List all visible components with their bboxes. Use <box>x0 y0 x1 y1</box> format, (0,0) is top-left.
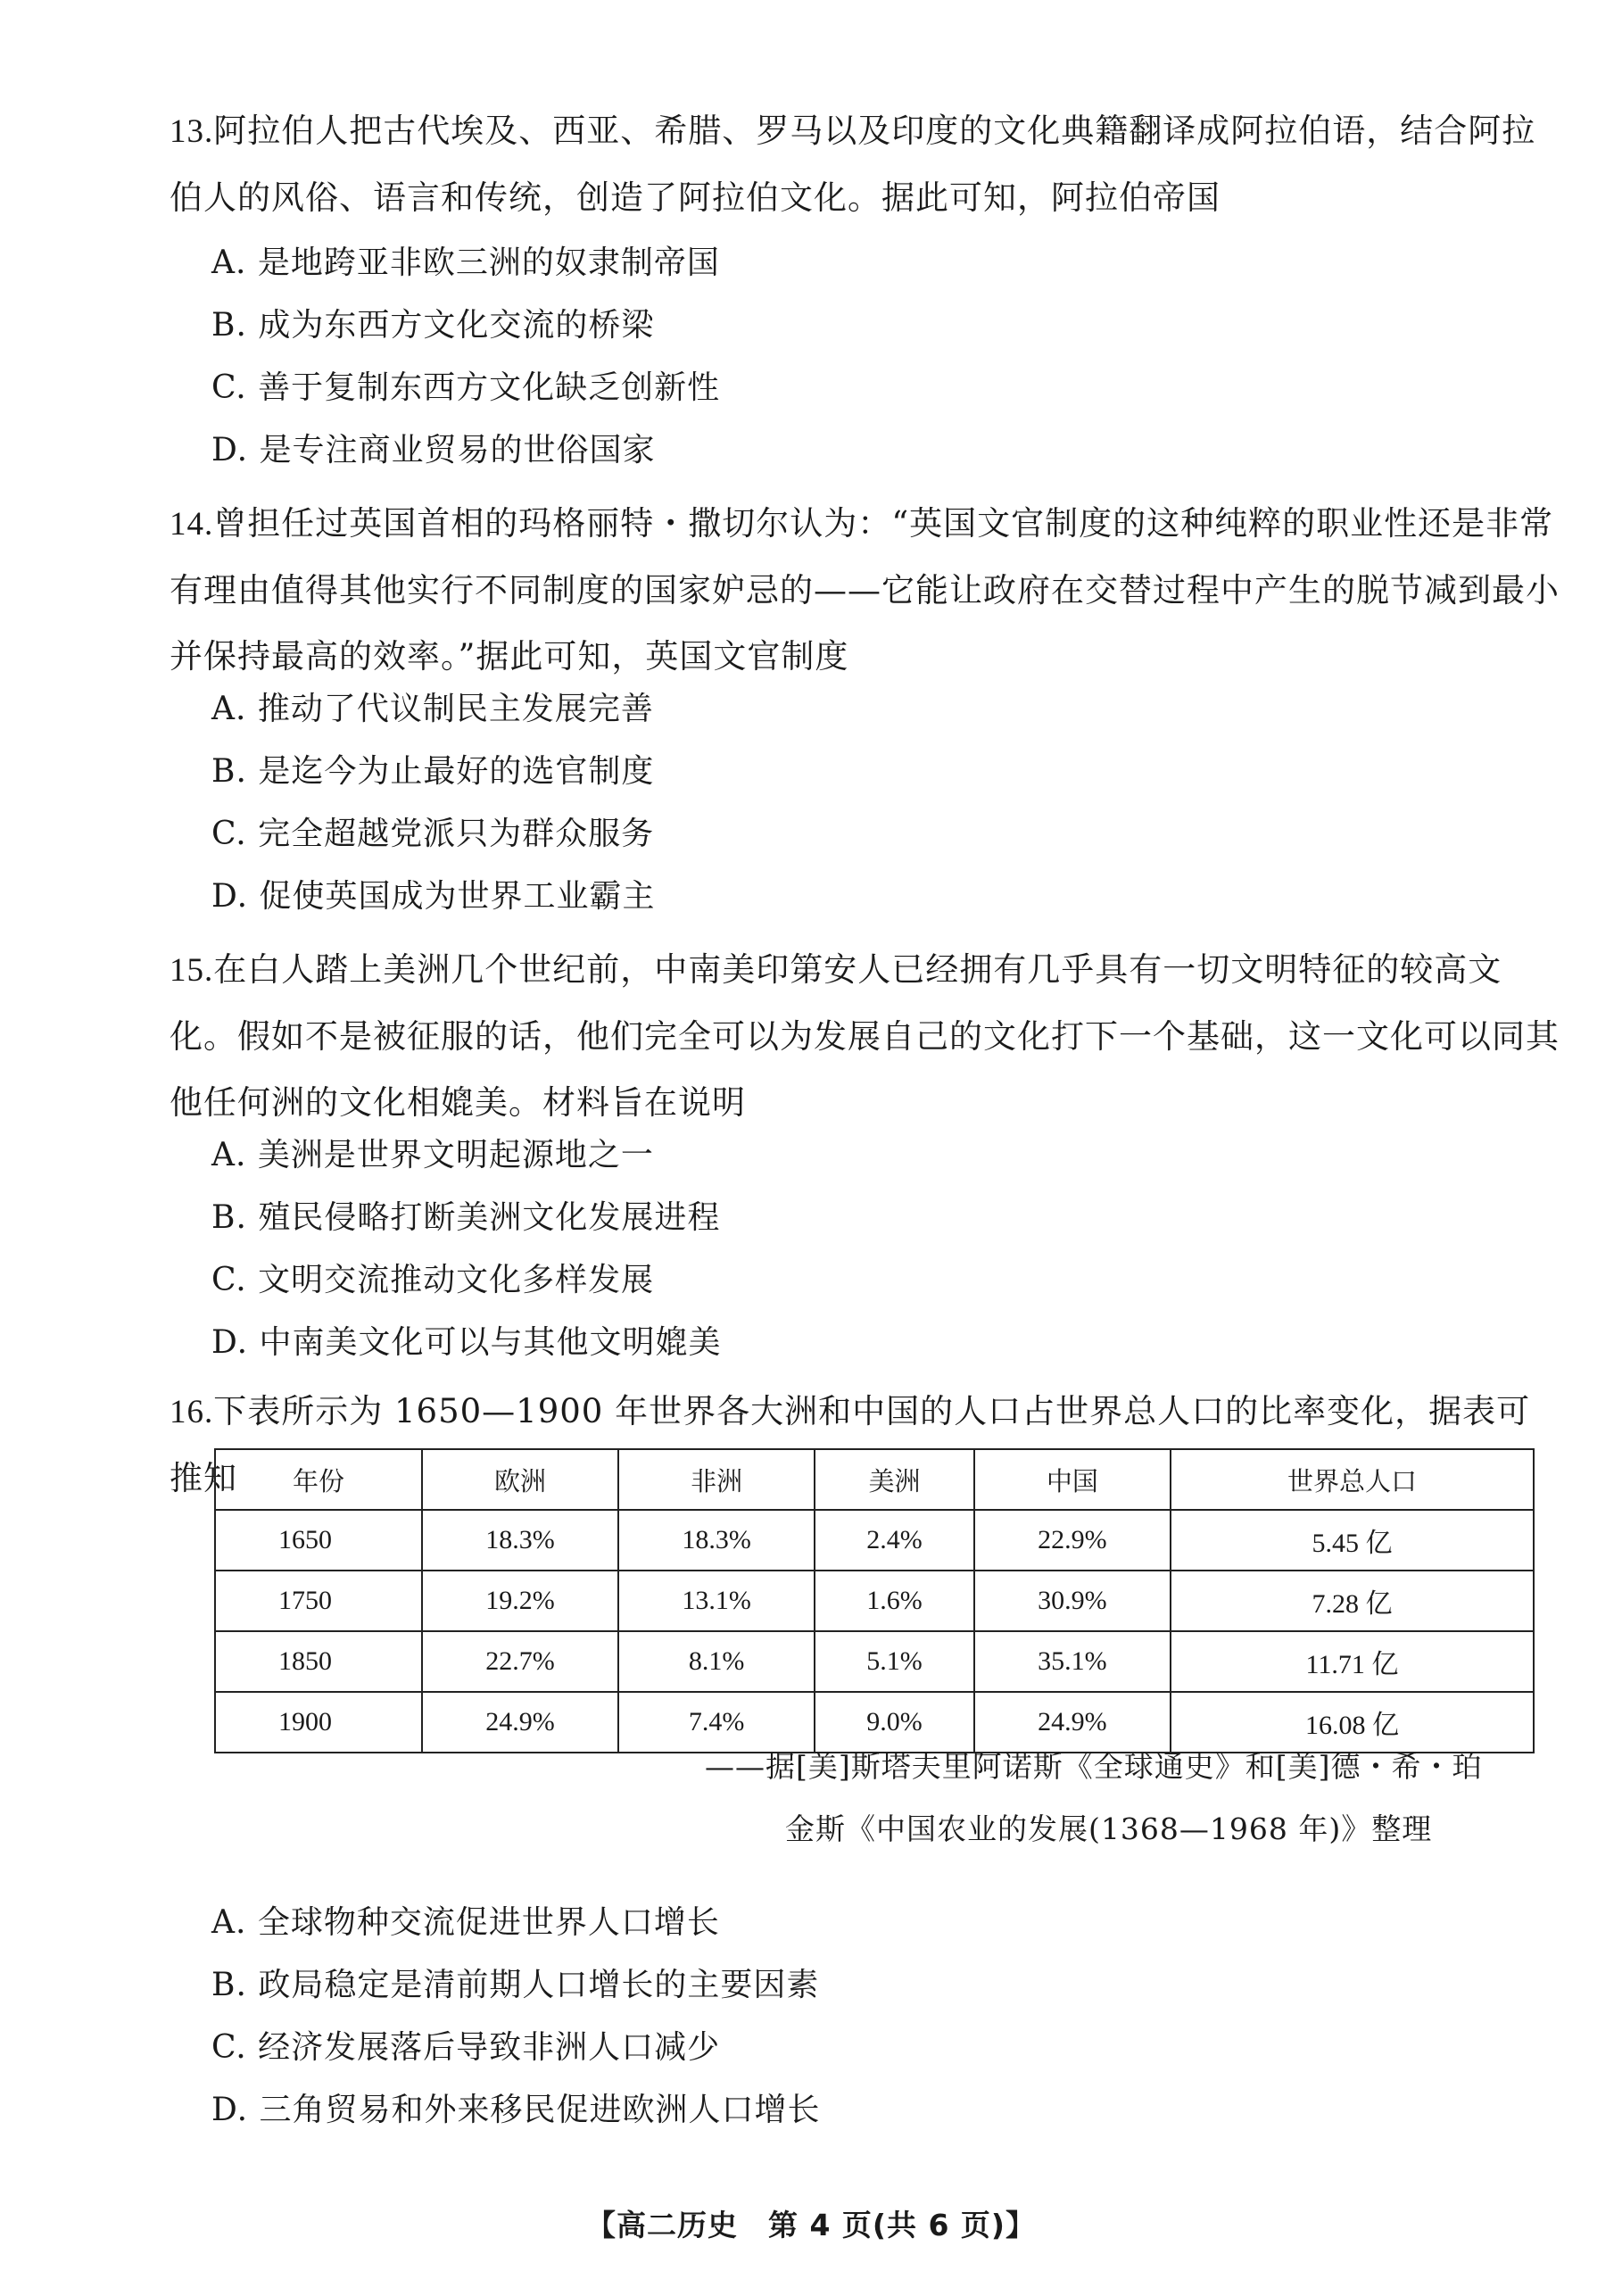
table-source-line-2: 金斯《中国农业的发展(1368—1968 年)》整理 <box>785 1811 1433 1846</box>
question-number: 13. <box>170 113 214 150</box>
table-cell: 7.4% <box>618 1692 815 1753</box>
table-row <box>215 1571 1534 1631</box>
question-14-stem <box>170 491 1561 690</box>
question-13-option-d[interactable]: D. 是专注商业贸易的世俗国家 <box>211 432 656 468</box>
table-row <box>215 1631 1534 1692</box>
question-13-option-a[interactable]: A. 是地跨亚非欧三洲的奴隶制帝国 <box>211 245 720 281</box>
table-cell: 35.1% <box>974 1631 1171 1692</box>
question-13-option-c[interactable]: C. 善于复制东西方文化缺乏创新性 <box>211 369 721 406</box>
table-header-cell: 中国 <box>974 1449 1171 1510</box>
question-15-option-a[interactable]: A. 美洲是世界文明起源地之一 <box>211 1137 654 1173</box>
table-cell: 18.3% <box>618 1510 815 1571</box>
question-text: 下表所示为 1650—1900 年世界各大洲和中国的人口占世界总人口的比率变化，据表可推知 <box>170 1392 1531 1497</box>
question-15-option-c[interactable]: C. 文明交流推动文化多样发展 <box>211 1262 655 1298</box>
question-14-option-d[interactable]: D. 促使英国成为世界工业霸主 <box>211 878 656 915</box>
table-cell: 13.1% <box>618 1571 815 1631</box>
table-cell: 24.9% <box>422 1692 618 1753</box>
table-header-cell: 世界总人口 <box>1171 1449 1534 1510</box>
table-cell: 30.9% <box>974 1571 1171 1631</box>
table-source-line-1: ——据[美]斯塔夫里阿诺斯《全球通史》和[美]德・希・珀 <box>705 1749 1483 1784</box>
question-13-stem <box>170 98 1561 231</box>
table-cell: 5.1% <box>815 1631 974 1692</box>
question-number: 16. <box>170 1394 214 1430</box>
question-text: 阿拉伯人把古代埃及、西亚、希腊、罗马以及印度的文化典籍翻译成阿拉伯语，结合阿拉伯人的风俗、语言和传统，创造了阿拉伯文化。据此可知，阿拉伯帝国 <box>170 112 1536 217</box>
question-16-option-b[interactable]: B. 政局稳定是清前期人口增长的主要因素 <box>211 1967 820 2003</box>
question-13-option-b[interactable]: B. 成为东西方文化交流的桥梁 <box>211 307 655 344</box>
table-cell: 7.28 亿 <box>1171 1571 1534 1631</box>
question-15-option-b[interactable]: B. 殖民侵略打断美洲文化发展进程 <box>211 1199 721 1236</box>
question-number: 15. <box>170 952 214 989</box>
question-16-option-c[interactable]: C. 经济发展落后导致非洲人口减少 <box>211 2029 721 2066</box>
question-text: 曾担任过英国首相的玛格丽特・撒切尔认为：“英国文官制度的这种纯粹的职业性还是非常有理由值得其他实行不同制度的国家妒忌的——它能让政府在交替过程中产生的脱节减到最小并保持最高的效率。”据此可知，英国文官制度 <box>170 504 1560 676</box>
table-cell: 11.71 亿 <box>1171 1631 1534 1692</box>
table-cell: 1750 <box>215 1571 422 1631</box>
table-cell: 1650 <box>215 1510 422 1571</box>
table-cell: 9.0% <box>815 1692 974 1753</box>
question-text: 在白人踏上美洲几个世纪前，中南美印第安人已经拥有几乎具有一切文明特征的较高文化。假如不是被征服的话，他们完全可以为发展自己的文化打下一个基础，这一文化可以同其他任何洲的文化相媲美。材料旨在说明 <box>170 950 1560 1122</box>
table-header-cell: 欧洲 <box>422 1449 618 1510</box>
population-table <box>214 1448 1535 1753</box>
table-cell: 8.1% <box>618 1631 815 1692</box>
table-header-cell: 美洲 <box>815 1449 974 1510</box>
table-row <box>215 1510 1534 1571</box>
table-cell: 1900 <box>215 1692 422 1753</box>
table-cell: 22.9% <box>974 1510 1171 1571</box>
table-cell: 1.6% <box>815 1571 974 1631</box>
table-cell: 24.9% <box>974 1692 1171 1753</box>
question-14-option-c[interactable]: C. 完全超越党派只为群众服务 <box>211 816 655 852</box>
table-cell: 19.2% <box>422 1571 618 1631</box>
table-row <box>215 1692 1534 1753</box>
question-15-stem <box>170 937 1561 1136</box>
question-number: 14. <box>170 506 214 543</box>
table-cell: 16.08 亿 <box>1171 1692 1534 1753</box>
question-14-option-b[interactable]: B. 是迄今为止最好的选官制度 <box>211 753 655 790</box>
table-header-cell: 非洲 <box>618 1449 815 1510</box>
question-16-option-d[interactable]: D. 三角贸易和外来移民促进欧洲人口增长 <box>211 2092 821 2128</box>
table-header-cell: 年份 <box>215 1449 422 1510</box>
table-cell: 5.45 亿 <box>1171 1510 1534 1571</box>
question-16-option-a[interactable]: A. 全球物种交流促进世界人口增长 <box>211 1904 720 1941</box>
table-cell: 2.4% <box>815 1510 974 1571</box>
question-15-option-d[interactable]: D. 中南美文化可以与其他文明媲美 <box>211 1324 722 1361</box>
question-14-option-a[interactable]: A. 推动了代议制民主发展完善 <box>211 691 654 727</box>
table-cell: 22.7% <box>422 1631 618 1692</box>
table-cell: 1850 <box>215 1631 422 1692</box>
table-header-row <box>215 1449 1534 1510</box>
page-footer: 【高二历史 第 4 页(共 6 页)】 <box>585 2208 1037 2242</box>
table-cell: 18.3% <box>422 1510 618 1571</box>
